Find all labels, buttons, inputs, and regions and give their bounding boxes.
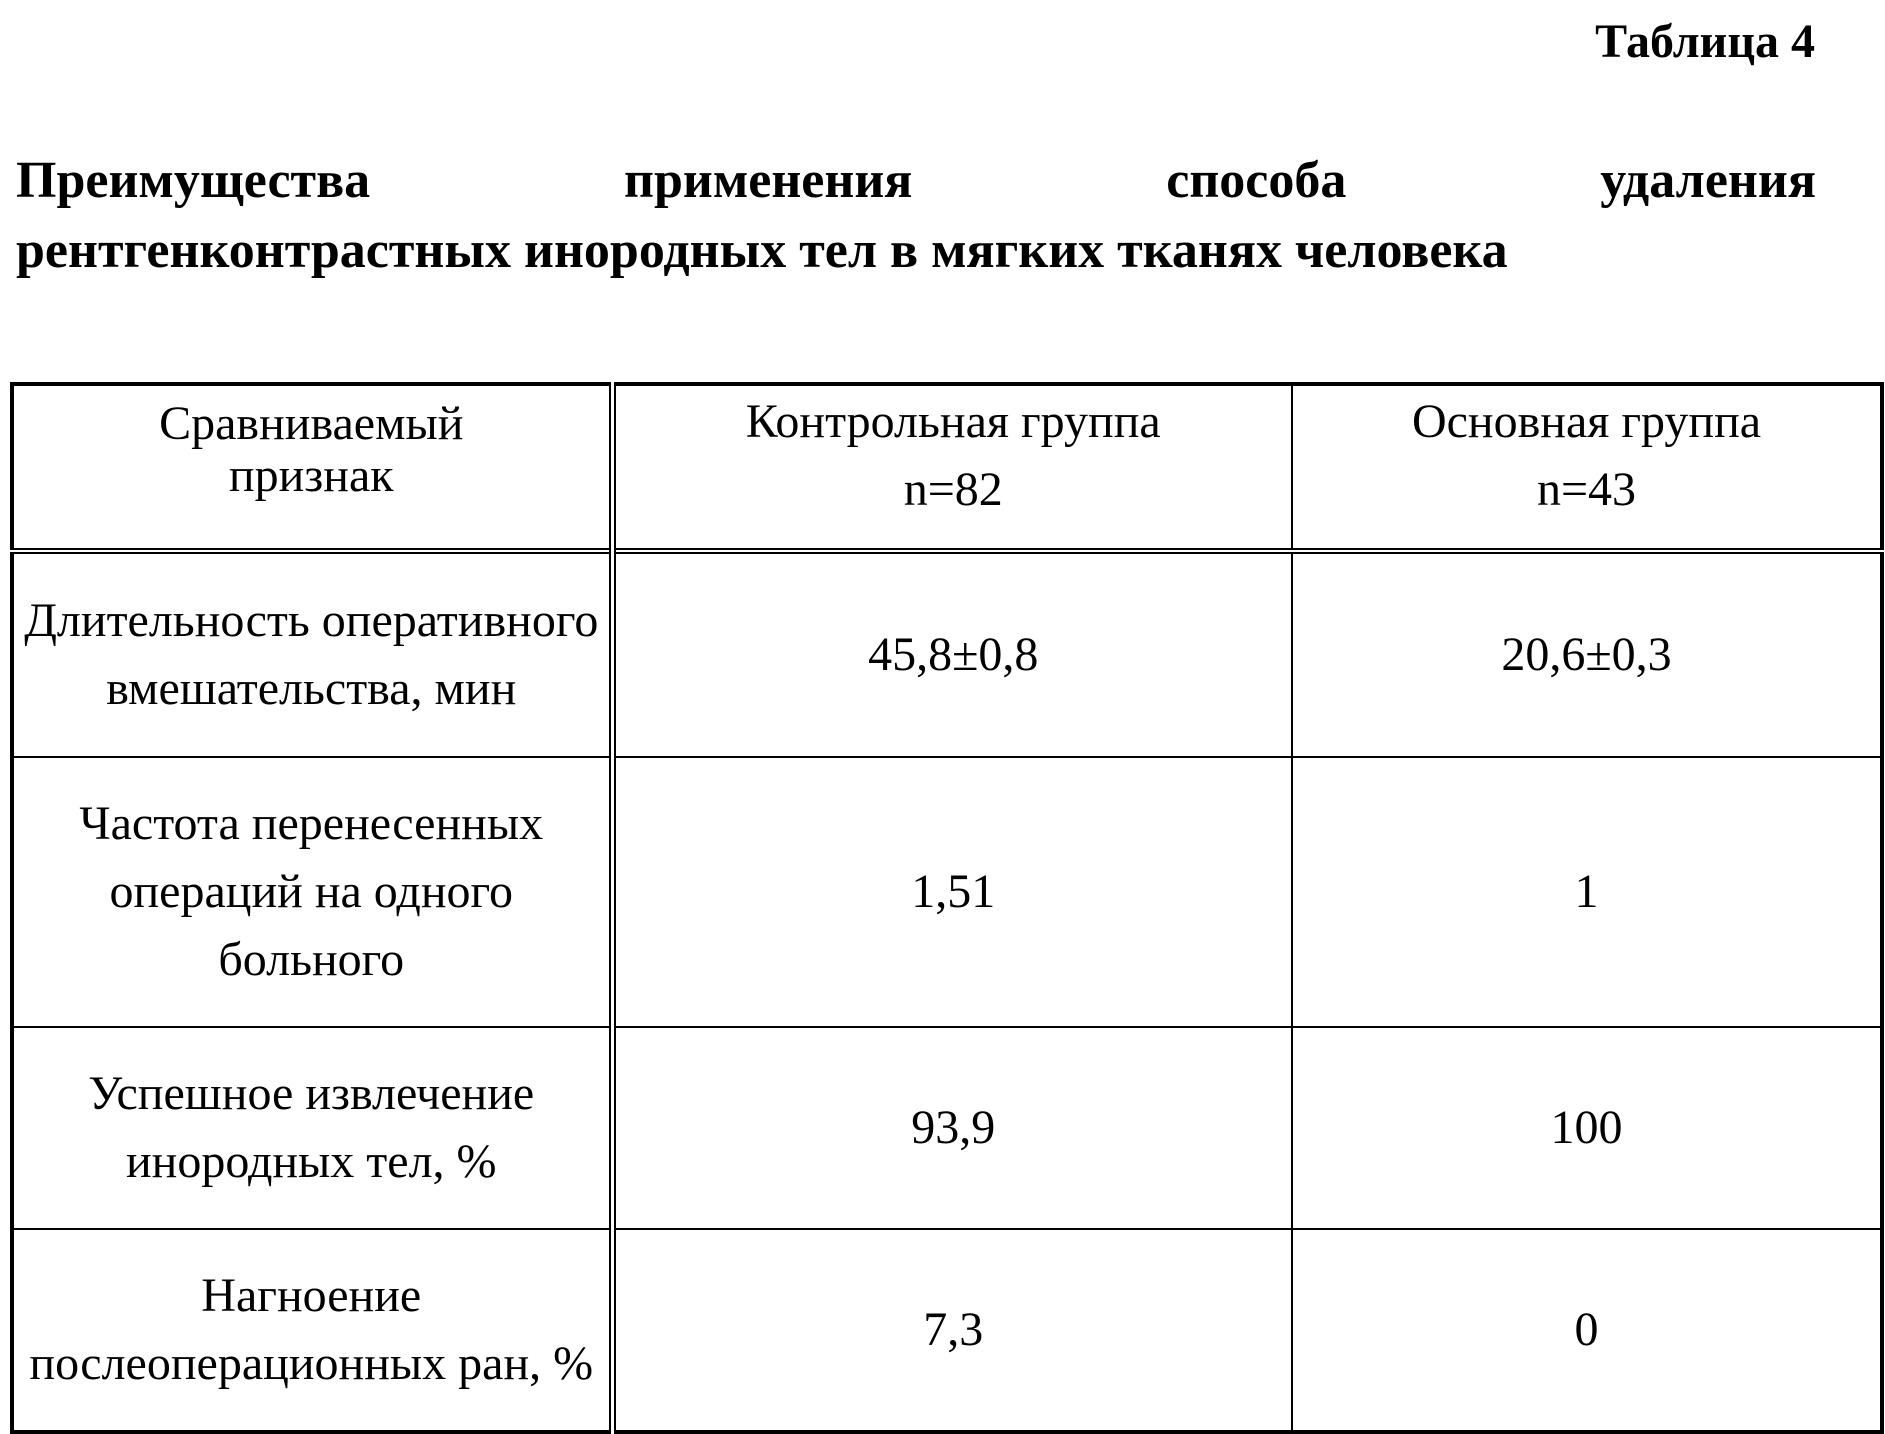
page-title-line-2: рентгенконтрастных инородных тел в мягких тканях человека (16, 222, 1508, 279)
table-row (12, 1229, 1882, 1432)
page-title (16, 146, 1816, 286)
table-header-row (12, 384, 1882, 551)
cell-main-value: 20,6±0,3 (1292, 551, 1882, 757)
cell-feature: Успешное извлечение инородных тел, % (12, 1027, 612, 1229)
table-row (12, 1027, 1882, 1229)
cell-control-value: 93,9 (612, 1027, 1292, 1229)
cell-feature: Длительность оперативного вмешательства, мин (12, 551, 612, 757)
header-compared-feature-line-1: Сравниваемый (159, 397, 464, 450)
page-title-line-1: Преимущества применения способа удаления (16, 152, 1816, 209)
table-row (12, 551, 1882, 757)
header-main-group (1292, 384, 1882, 551)
table-row (12, 757, 1882, 1027)
header-control-group-line-1: Контрольная группа (745, 395, 1161, 448)
header-compared-feature (12, 384, 612, 551)
header-compared-feature-line-2: признак (228, 449, 394, 502)
table-label: Таблица 4 (1595, 15, 1815, 68)
comparison-table (10, 382, 1884, 1434)
cell-feature: Нагноение послеоперационных ран, % (12, 1229, 612, 1432)
cell-main-value: 0 (1292, 1229, 1882, 1432)
cell-main-value: 100 (1292, 1027, 1882, 1229)
header-main-group-line-1: Основная группа (1411, 395, 1762, 448)
cell-control-value: 45,8±0,8 (612, 551, 1292, 757)
header-main-group-line-2: n=43 (1536, 463, 1637, 516)
header-control-group (612, 384, 1292, 551)
header-control-group-line-2: n=82 (903, 463, 1003, 516)
cell-control-value: 1,51 (612, 757, 1292, 1027)
cell-feature: Частота перенесенных операций на одного больного (12, 757, 612, 1027)
cell-main-value: 1 (1292, 757, 1882, 1027)
cell-control-value: 7,3 (612, 1229, 1292, 1432)
